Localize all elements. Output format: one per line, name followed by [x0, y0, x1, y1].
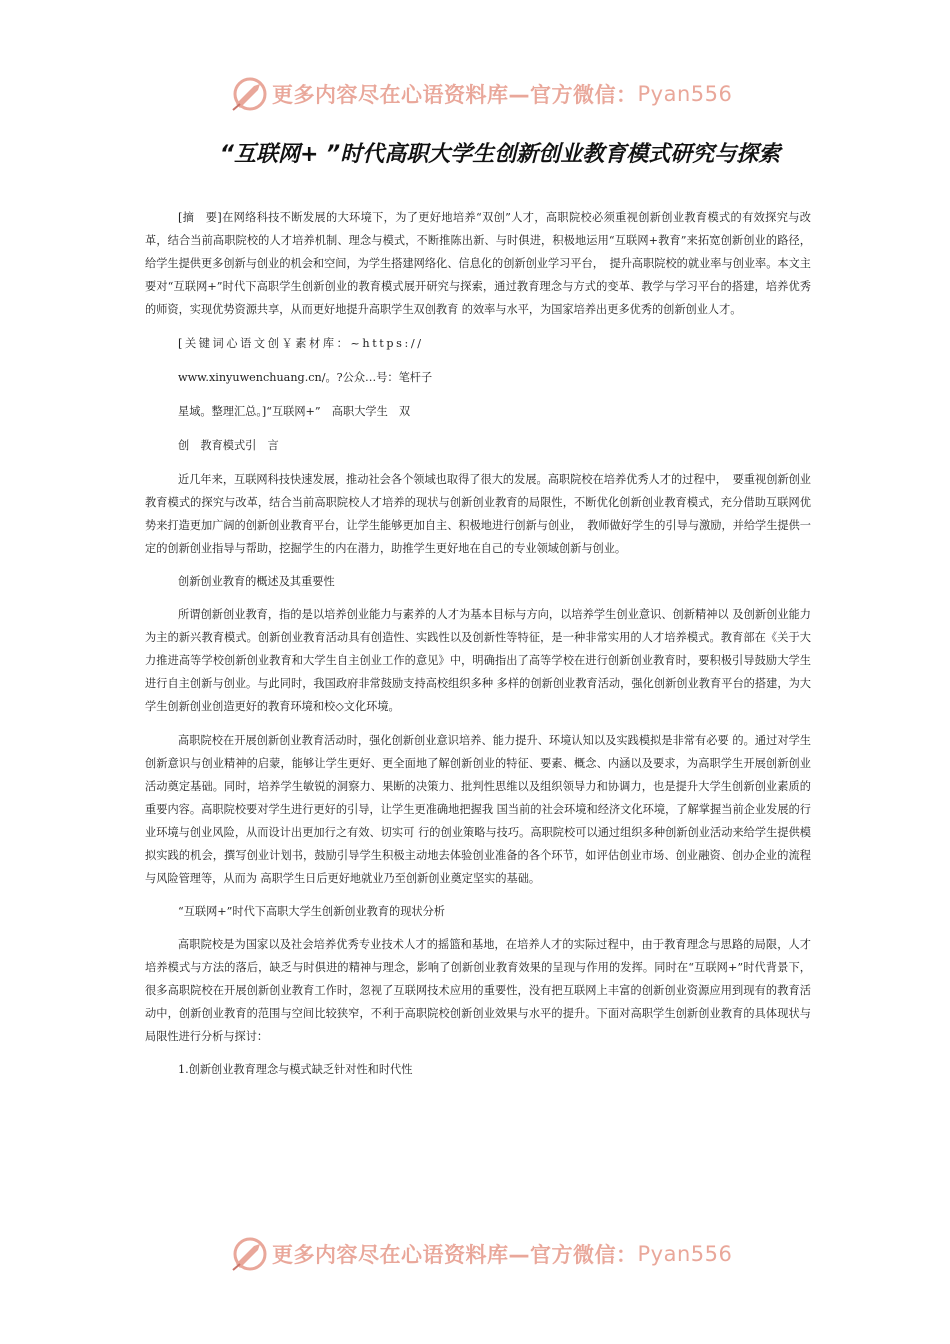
footer-banner [230, 1232, 733, 1276]
document-title: “互联网+ ”时代高职大学生创新创业教育模式研究与探索 [219, 142, 781, 167]
section1-paragraph-1: 所谓创新创业教育，指的是以培养创业能力与素养的人才为基本目标与方向，以培养学生创业意识、创新精神以 及创新创业能力为主的新兴教育模式。创新创业教育活动具有创造性、实践性以及创新性等特征，是一种非常实用的人才培养模式。教育部在《关于大力推进高等学校创新创业教育和大学生自主创业工作的意见》中，明确指出了高等学校在进行创新创业教育时，要积极引导鼓励大学生进行自主创新与创业。与此同时，我国政府非常鼓励支持高校组织多种 多样的创新创业教育活动，强化创新创业教育平台的搭建，为大学生创新创业创造更好的教育环境和校◇文化环境。 [145, 608, 811, 713]
banner-wechat-id: Pyan556 [637, 1242, 733, 1266]
keywords-line-3: 星域。整理汇总。]“互联网+” 高职大学生 双 [178, 405, 411, 418]
pen-logo-icon [230, 74, 270, 114]
section2-heading: “互联网+”时代下高职大学生创新创业教育的现状分析 [178, 905, 445, 918]
keywords-line-4: 创 教育模式引 言 [178, 439, 279, 452]
document-body [145, 206, 811, 1091]
section1-heading: 创新创业教育的概述及其重要性 [178, 575, 335, 588]
keywords-line-1: [关键词心语文创￥素材库：~https:// [178, 337, 424, 350]
section2-paragraph-1: 高职院校是为国家以及社会培养优秀专业技术人才的摇篮和基地，在培养人才的实际过程中，由于教育理念与思路的局限，人才培养模式与方法的落后，缺乏与时俱进的精神与理念，影响了创新创业教育效果的呈现与作用的发挥。同时在“互联网+”时代背景下，很多高职院校在开展创新创业教育工作时，忽视了互联网技术应用的重要性，没有把互联网上丰富的创新创业资源应用到现有的教育活动中，创新创业教育的范围与空间比较狭窄，不利于高职院校创新创业效果与水平的提升。下面对高职学生创新创业教育的具体现状与局限性进行分析与探讨： [145, 938, 811, 1043]
banner-text: 更多内容尽在心语资料库—官方微信： [272, 83, 638, 107]
banner-text: 更多内容尽在心语资料库—官方微信： [272, 1243, 638, 1267]
keywords-line-2: www.xinyuwenchuang.cn/。?公众…号：笔杆子 [178, 371, 433, 384]
intro-paragraph: 近几年来，互联网科技快速发展，推动社会各个领域也取得了很大的发展。高职院校在培养优秀人才的过程中， 要重视创新创业教育模式的探究与改革，结合当前高职院校人才培养的现状与创新创业教育的局限性，不断优化创新创业教育模式，充分借助互联网优势来打造更加广阔的创新创业教育平台，让学生能够更加自主、积极地进行创新与创业， 教师做好学生的引导与激励，并给学生提供一定的创新创业指导与帮助，挖掘学生的内在潜力，助推学生更好地在自己的专业领域创新与创业。 [145, 473, 811, 555]
header-banner [230, 72, 733, 116]
banner-wechat-id: Pyan556 [637, 82, 733, 106]
section1-paragraph-2: 高职院校在开展创新创业教育活动时，强化创新创业意识培养、能力提升、环境认知以及实践模拟是非常有必要 的。通过对学生创新意识与创业精神的启蒙，能够让学生更好、更全面地了解创新创业的特征、要素、概念、内涵以及要求，为高职学生开展创新创业活动奠定基础。同时，培养学生敏锐的洞察力、果断的决策力、批判性思维以及组织领导力和协调力，也是提升大学生创新创业素质的重要内容。高职院校要对学生进行更好的引导，让学生更准确地把握我 国当前的社会环境和经济文化环境，了解掌握当前企业发展的行业环境与创业风险，从而设计出更加行之有效、切实可 行的创业策略与技巧。高职院校可以通过组织多种创新创业活动来给学生提供模拟实践的机会，撰写创业计划书，鼓励引导学生积极主动地去体验创业准备的各个环节，如评估创业市场、创业融资、创办企业的流程与风险管理等，从而为 高职学生日后更好地就业乃至创新创业奠定坚实的基础。 [145, 734, 811, 885]
abstract-paragraph: [摘 要]在网络科技不断发展的大环境下，为了更好地培养“双创”人才，高职院校必须重视创新创业教育模式的有效探究与改革，结合当前高职院校的人才培养机制、理念与模式，不断推陈出新、与时俱进，积极地运用“互联网+教育”来拓宽创新创业的路径，给学生提供更多创新与创业的机会和空间，为学生搭建网络化、信息化的创新创业学习平台， 提升高职院校的就业率与创业率。本文主要对“互联网+”时代下高职学生创新创业的教育模式展开研究与探索，通过教育理念与方式的变革、教学与学习平台的搭建，培养优秀的师资，实现优势资源共享，从而更好地提升高职学生双创教育 的效率与水平，为国家培养出更多优秀的创新创业人才。 [145, 211, 811, 316]
pen-logo-icon [230, 1234, 270, 1274]
section2-subheading-1: 1.创新创业教育理念与模式缺乏针对性和时代性 [178, 1063, 413, 1076]
